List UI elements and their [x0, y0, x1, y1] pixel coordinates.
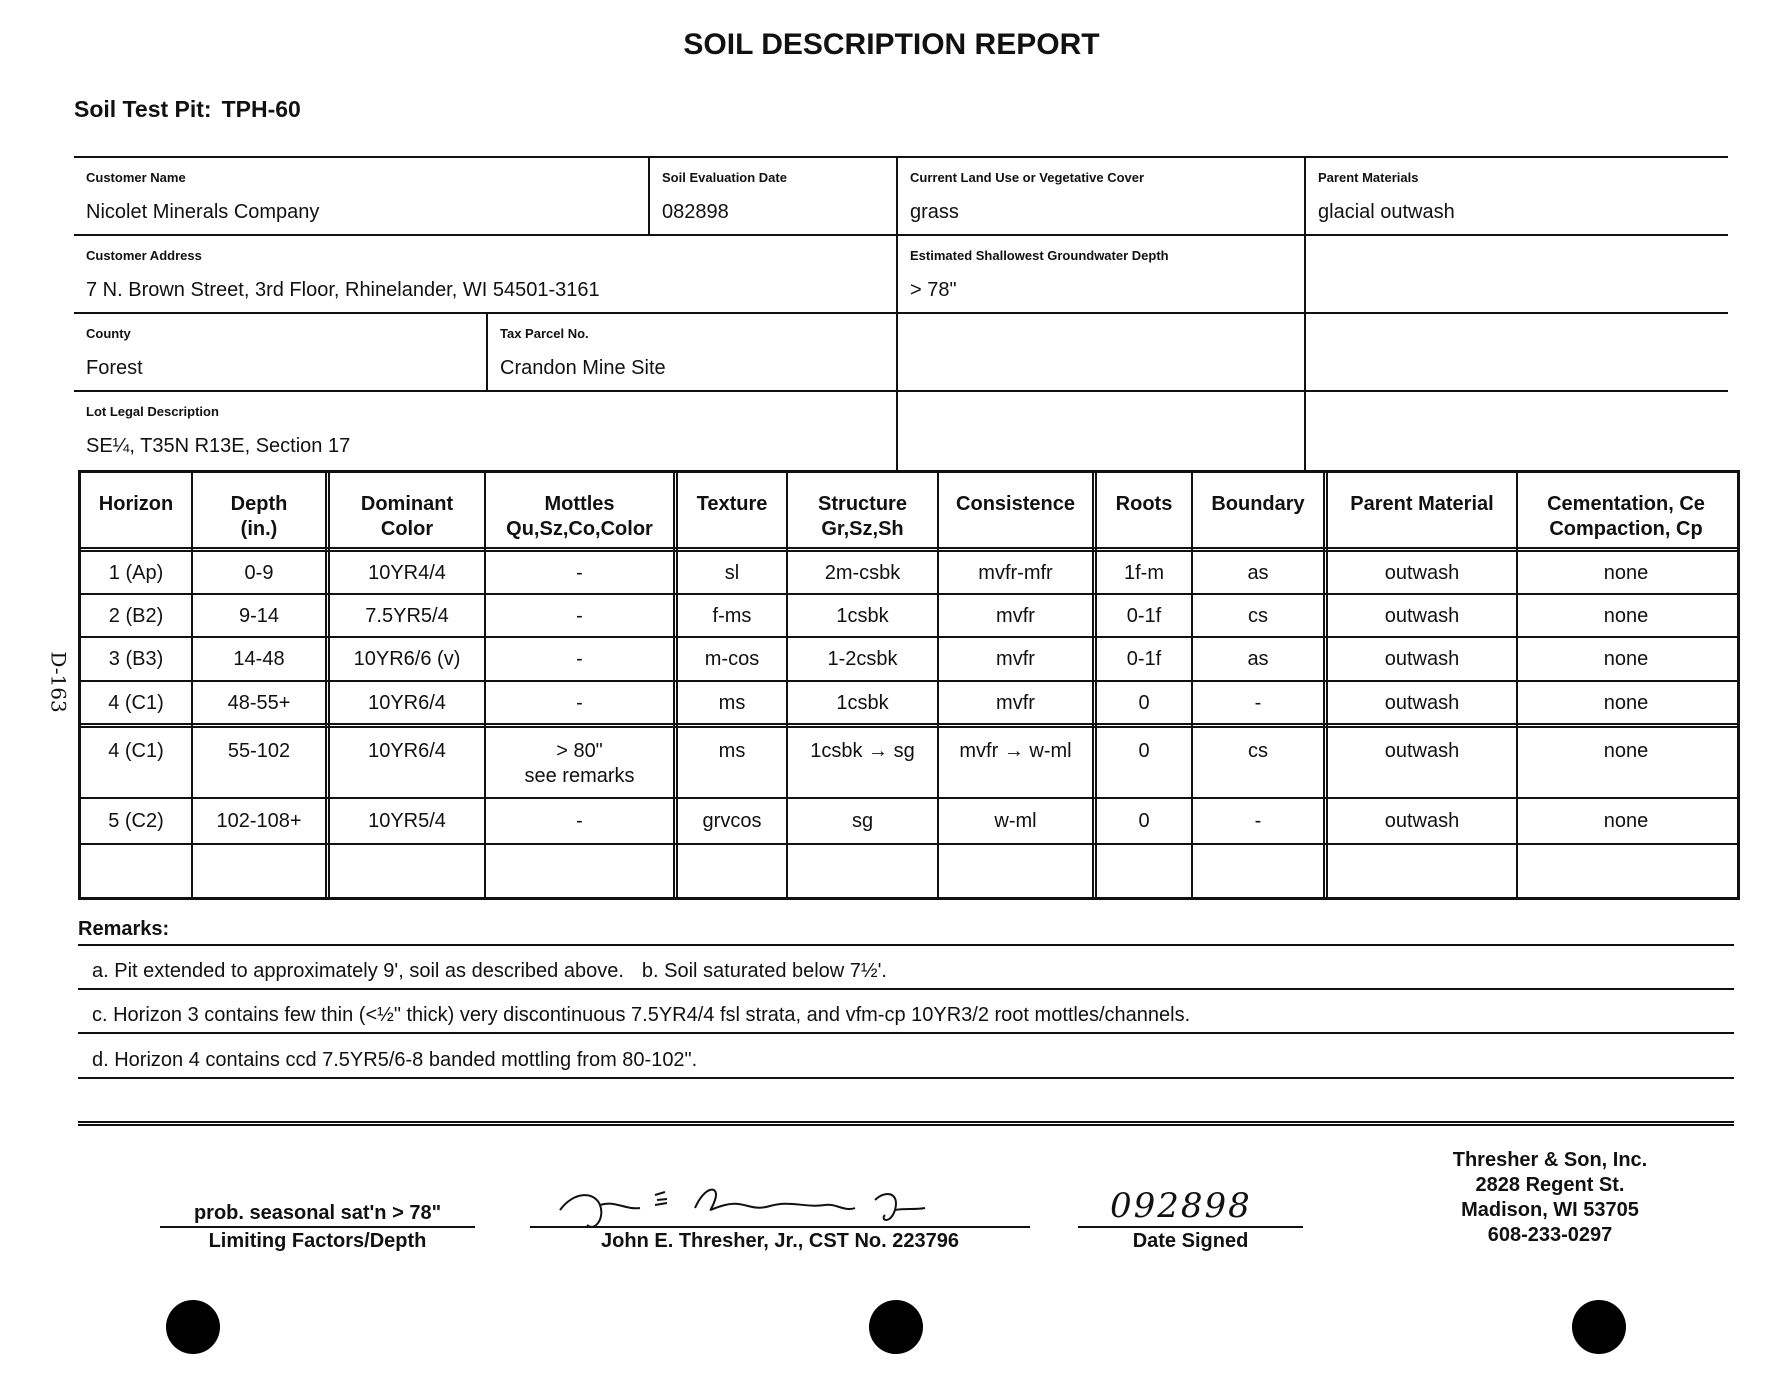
table-cell: 2m-csbk — [824, 562, 901, 584]
land-use-cell — [898, 156, 1302, 224]
lot-legal-cell — [74, 390, 894, 458]
company-address — [1400, 1148, 1700, 1248]
col-header-mottles-line1: Mottles — [544, 493, 615, 515]
table-cell: 4 (C1) — [108, 692, 164, 714]
table-cell: 0 — [1138, 740, 1150, 762]
table-cell: 48-55+ — [227, 692, 291, 714]
col-header-parent-material-text: Parent Material — [1350, 493, 1494, 515]
table-cell: 5 (C2) — [108, 810, 164, 832]
table-cell: none — [1603, 810, 1649, 832]
table-cell: 1csbk — [836, 605, 889, 627]
customer-address-cell — [74, 234, 894, 302]
table-cell: grvcos — [702, 810, 762, 832]
customer-name-label: Customer Name — [86, 170, 186, 185]
table-cell: 1csbk — [836, 692, 889, 714]
table-cell: outwash — [1384, 692, 1460, 714]
table-cell: 0-9 — [244, 562, 274, 584]
horizon-table — [78, 470, 1740, 900]
table-cell: ms — [718, 740, 746, 762]
table-cell: 0 — [1138, 692, 1150, 714]
soil-test-pit-value: TPH-60 — [221, 96, 301, 122]
col-header-cementation — [1518, 492, 1734, 542]
col-header-depth-line1: Depth — [230, 493, 288, 515]
table-cell: cs — [1248, 605, 1268, 627]
lot-legal-label: Lot Legal Description — [86, 404, 219, 419]
customer-name-value: Nicolet Minerals Company — [86, 201, 320, 223]
table-cell: outwash — [1384, 562, 1460, 584]
groundwater-value: > 78" — [910, 279, 957, 301]
col-header-consistence — [939, 492, 1092, 517]
col-header-boundary-text: Boundary — [1211, 493, 1305, 515]
punch-hole — [166, 1300, 220, 1354]
col-header-mottles-line2: Qu,Sz,Co,Color — [506, 518, 653, 540]
table-cell: as — [1247, 562, 1269, 584]
customer-address-value: 7 N. Brown Street, 3rd Floor, Rhinelander, WI 54501-3161 — [86, 279, 600, 301]
table-cell: none — [1603, 605, 1649, 627]
groundwater-label: Estimated Shallowest Groundwater Depth — [910, 248, 1169, 263]
table-cell: f-ms — [712, 605, 752, 627]
col-header-parent-material — [1328, 492, 1516, 517]
signature-text: John E. Thresher Jr — [555, 1170, 564, 1171]
col-header-color-line2: Color — [380, 518, 434, 540]
table-cell: 0-1f — [1126, 605, 1162, 627]
evaluation-date-value: 082898 — [662, 201, 729, 223]
parent-materials-label: Parent Materials — [1318, 170, 1419, 185]
table-cell: m-cos — [704, 648, 760, 670]
table-cell: - — [576, 562, 583, 584]
table-cell: - — [576, 692, 583, 714]
table-cell-mottles — [486, 739, 673, 789]
remarks-title: Remarks: — [78, 918, 170, 940]
tax-parcel-label: Tax Parcel No. — [500, 326, 589, 341]
company-street: 2828 Regent St. — [1475, 1174, 1625, 1196]
table-cell: outwash — [1384, 648, 1460, 670]
customer-name-cell — [74, 156, 644, 224]
table-cell: 3 (B3) — [108, 648, 164, 670]
table-cell: 10YR6/6 (v) — [353, 648, 461, 670]
signer-label: John E. Thresher, Jr., CST No. 223796 — [601, 1230, 959, 1252]
col-header-horizon — [81, 492, 191, 517]
tax-parcel-value: Crandon Mine Site — [500, 357, 666, 379]
col-header-color-line1: Dominant — [360, 493, 454, 515]
col-header-consistence-text: Consistence — [956, 493, 1075, 515]
groundwater-cell — [898, 234, 1302, 302]
col-header-roots-text: Roots — [1115, 493, 1173, 515]
col-header-horizon-text: Horizon — [98, 493, 174, 515]
table-cell: mvfr → w-ml — [959, 740, 1072, 762]
soil-test-pit-label: Soil Test Pit: — [74, 96, 212, 122]
tax-parcel-cell — [488, 312, 894, 380]
table-cell: - — [576, 810, 583, 832]
col-header-structure — [788, 492, 937, 542]
table-cell: cs — [1248, 740, 1268, 762]
table-cell: 9-14 — [238, 605, 280, 627]
table-cell: 10YR6/4 — [368, 692, 446, 714]
table-cell: outwash — [1384, 740, 1460, 762]
parent-materials-value: glacial outwash — [1318, 201, 1455, 223]
remark-a: a. Pit extended to approximately 9', soil as described above. — [92, 960, 624, 982]
table-cell: 4 (C1) — [108, 740, 164, 762]
remark-c: c. Horizon 3 contains few thin (<½" thick) very discontinuous 7.5YR4/4 fsl strata, and vfm-cp 10YR3/2 root mottles/channels. — [92, 1004, 1191, 1026]
land-use-value: grass — [910, 201, 959, 223]
table-cell: sl — [724, 562, 740, 584]
company-city: Madison, WI 53705 — [1461, 1199, 1639, 1221]
company-phone: 608-233-0297 — [1487, 1224, 1613, 1246]
table-cell: mvfr-mfr — [978, 562, 1053, 584]
table-cell: - — [1254, 810, 1262, 832]
table-cell: 0 — [1138, 810, 1150, 832]
remark-d: d. Horizon 4 contains ccd 7.5YR5/6-8 banded mottling from 80-102". — [92, 1049, 698, 1071]
table-cell: none — [1603, 562, 1649, 584]
table-cell: mvfr — [996, 692, 1035, 714]
table-cell: outwash — [1384, 810, 1460, 832]
lot-legal-value: SE¼, T35N R13E, Section 17 — [86, 435, 351, 457]
table-cell: 14-48 — [233, 648, 285, 670]
mottles-line2: see remarks — [524, 765, 635, 787]
table-cell: 102-108+ — [216, 810, 302, 832]
table-cell: sg — [851, 810, 874, 832]
parent-materials-cell — [1306, 156, 1726, 224]
table-cell: 1f-m — [1124, 562, 1164, 584]
table-cell: - — [1254, 692, 1262, 714]
table-cell: 1-2csbk — [827, 648, 898, 670]
limiting-factors-label: Limiting Factors/Depth — [208, 1230, 427, 1252]
remark-line-1 — [92, 960, 887, 983]
col-header-color — [330, 492, 484, 542]
punch-hole — [1572, 1300, 1626, 1354]
section-divider — [78, 1121, 1734, 1126]
remark-b: b. Soil saturated below 7½'. — [641, 960, 887, 982]
side-code: D-163 — [46, 651, 71, 713]
handwritten-date: 092898 — [1110, 1186, 1252, 1226]
table-cell: as — [1247, 648, 1269, 670]
table-cell: ms — [718, 692, 746, 714]
col-header-structure-line2: Gr,Sz,Sh — [821, 518, 904, 540]
table-cell: - — [576, 648, 583, 670]
table-cell: 10YR4/4 — [368, 562, 446, 584]
col-header-roots — [1097, 492, 1191, 517]
table-cell: 2 (B2) — [108, 605, 164, 627]
table-cell: none — [1603, 648, 1649, 670]
table-cell: w-ml — [994, 810, 1037, 832]
col-header-texture-text: Texture — [696, 493, 768, 515]
col-header-boundary — [1193, 492, 1323, 517]
evaluation-date-label: Soil Evaluation Date — [662, 170, 787, 185]
table-cell: outwash — [1384, 605, 1460, 627]
table-cell: 7.5YR5/4 — [365, 605, 449, 627]
page-title: SOIL DESCRIPTION REPORT — [683, 28, 1100, 61]
county-label: County — [86, 326, 131, 341]
col-header-mottles — [486, 492, 673, 542]
evaluation-date-cell — [650, 156, 894, 224]
col-header-texture — [678, 492, 786, 517]
county-value: Forest — [86, 357, 143, 379]
table-cell: 10YR6/4 — [368, 740, 446, 762]
date-signed-label: Date Signed — [1132, 1230, 1249, 1252]
customer-address-label: Customer Address — [86, 248, 202, 263]
table-cell: 55-102 — [227, 740, 291, 762]
header-info-block — [74, 156, 1728, 472]
mottles-line1: > 80" — [556, 740, 603, 762]
table-cell: mvfr — [996, 648, 1035, 670]
table-cell: 10YR5/4 — [368, 810, 446, 832]
punch-hole — [869, 1300, 923, 1354]
county-cell — [74, 312, 484, 380]
table-cell: mvfr — [996, 605, 1035, 627]
table-cell: 0-1f — [1126, 648, 1162, 670]
table-cell: - — [576, 605, 583, 627]
company-name: Thresher & Son, Inc. — [1452, 1149, 1648, 1171]
col-header-depth — [193, 492, 325, 542]
col-header-depth-line2: (in.) — [240, 518, 278, 540]
table-cell: 1 (Ap) — [108, 562, 164, 584]
col-header-cementation-line2: Compaction, Cp — [1549, 518, 1703, 540]
table-cell: none — [1603, 692, 1649, 714]
soil-test-pit — [74, 96, 301, 123]
table-cell: 1csbk → sg — [810, 740, 915, 762]
col-header-structure-line1: Structure — [818, 493, 907, 515]
limiting-factors-value: prob. seasonal sat'n > 78" — [193, 1202, 442, 1224]
land-use-label: Current Land Use or Vegetative Cover — [910, 170, 1145, 185]
col-header-cementation-line1: Cementation, Ce — [1547, 493, 1705, 515]
table-cell: none — [1603, 740, 1649, 762]
